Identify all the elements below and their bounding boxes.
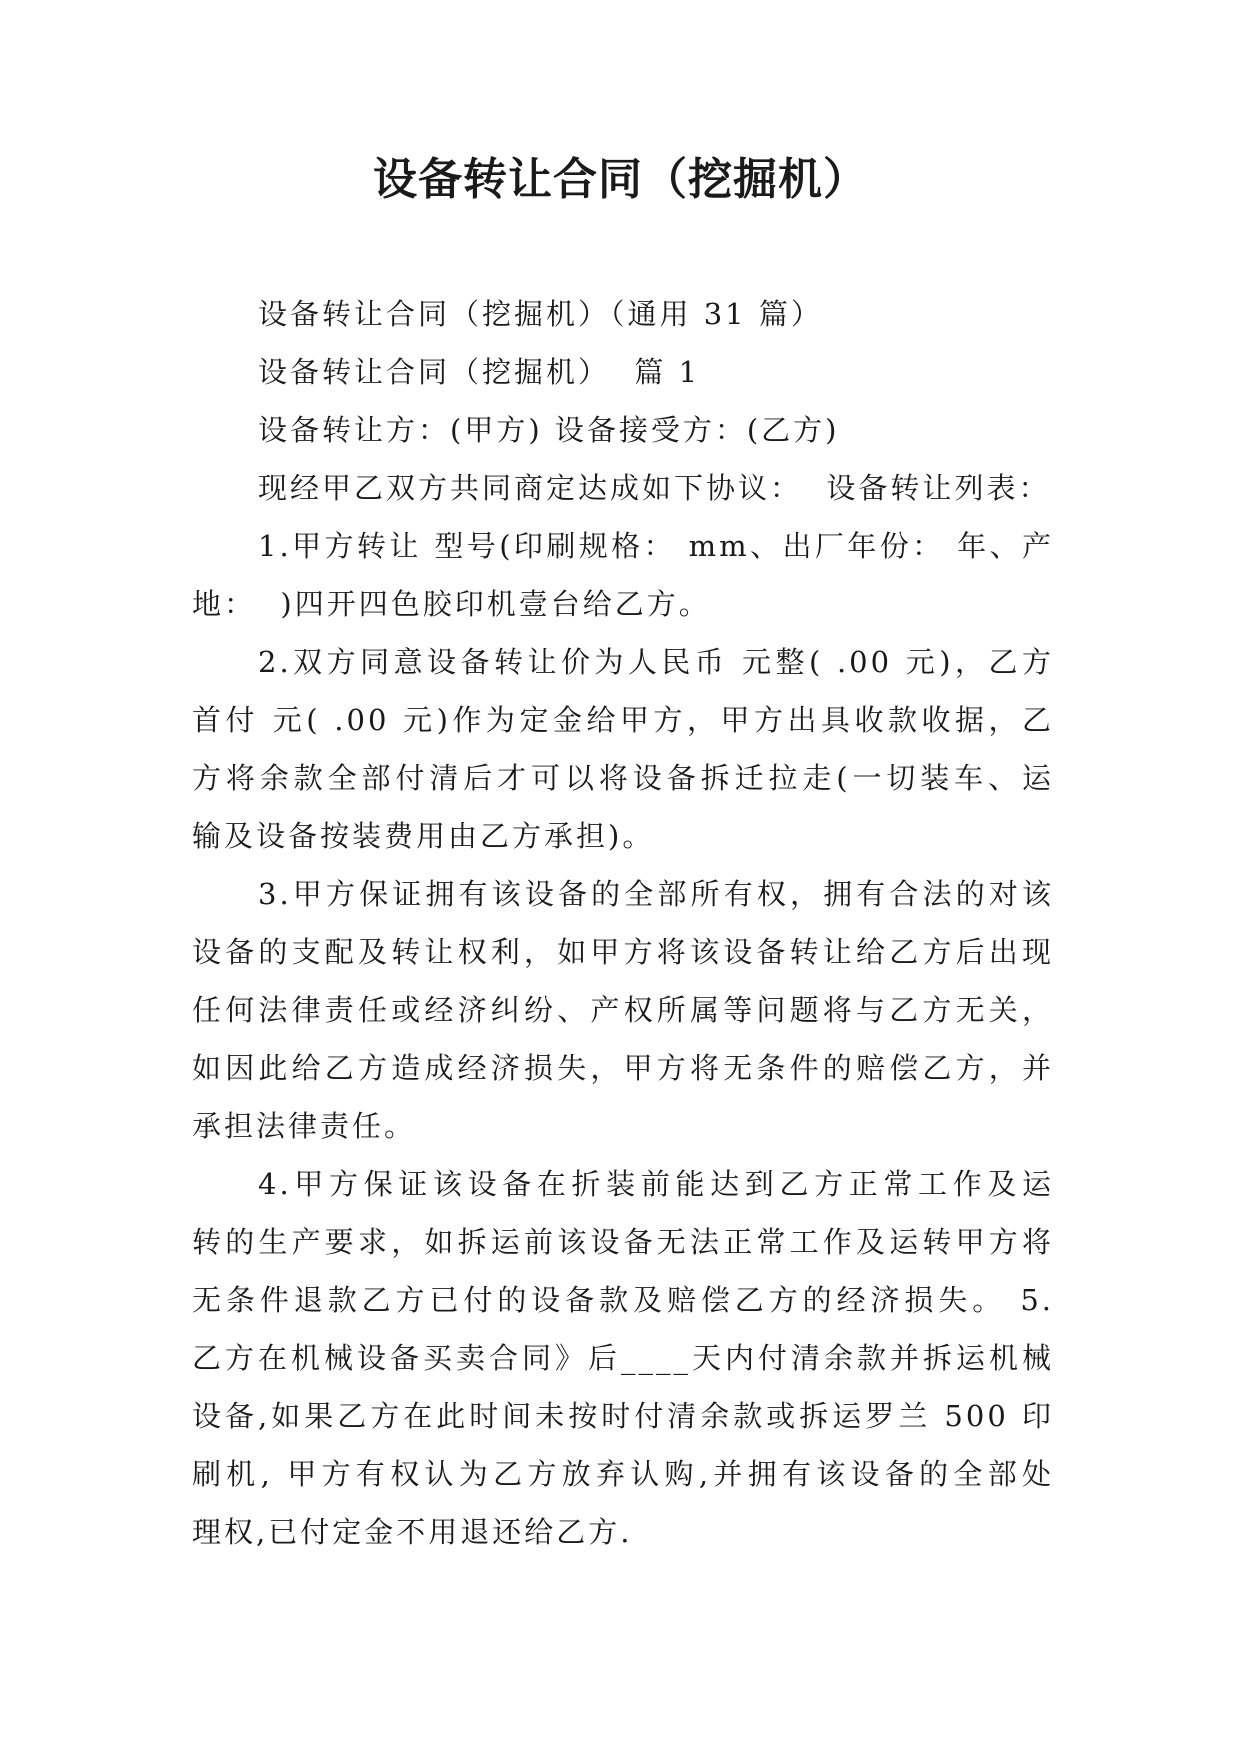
clause-3-line-4: 如因此给乙方造成经济损失，甲方将无条件的赔偿乙方，并 [192, 1051, 1054, 1085]
subtitle-line: 设备转让合同（挖掘机）（通用 31 篇） [258, 297, 823, 331]
clause-5-line-4: 理权,已付定金不用退还给乙方. [192, 1515, 633, 1549]
agreement-intro: 现经甲乙双方共同商定达成如下协议： 设备转让列表： [258, 471, 1051, 505]
parties-line: 设备转让方：(甲方) 设备接受方：(乙方) [258, 413, 840, 447]
clause-2-line-4: 输及设备按装费用由乙方承担)。 [192, 819, 655, 853]
clause-4-line-3: 无条件退款乙方已付的设备款及赔偿乙方的经济损失。 5. [192, 1283, 1054, 1317]
document-body [192, 285, 1054, 1561]
document-title: 设备转让合同（挖掘机） [373, 154, 868, 205]
section-heading: 设备转让合同（挖掘机） 篇 1 [258, 355, 701, 389]
clause-2-line-2: 首付 元( .00 元)作为定金给甲方，甲方出具收款收据，乙 [192, 703, 1054, 737]
clause-5-line-2: 设备,如果乙方在此时间未按时付清余款或拆运罗兰 500 印 [192, 1399, 1054, 1433]
clause-1-line-2: 地： )四开四色胶印机壹台给乙方。 [192, 587, 711, 621]
clause-1-line-1: 1.甲方转让 型号(印刷规格： mm、出厂年份： 年、产 [258, 529, 1054, 563]
clause-3-line-1: 3.甲方保证拥有该设备的全部所有权，拥有合法的对该 [258, 877, 1054, 911]
clause-4-line-1: 4.甲方保证该设备在折装前能达到乙方正常工作及运 [258, 1167, 1054, 1201]
clause-3-line-2: 设备的支配及转让权利，如甲方将该设备转让给乙方后出现 [192, 935, 1054, 969]
clause-2-line-1: 2.双方同意设备转让价为人民币 元整( .00 元)，乙方 [258, 645, 1054, 679]
clause-3-line-3: 任何法律责任或经济纠纷、产权所属等问题将与乙方无关， [192, 993, 1054, 1027]
clause-5-line-3: 刷机, 甲方有权认为乙方放弃认购,并拥有该设备的全部处 [192, 1457, 1054, 1491]
clause-2-line-3: 方将余款全部付清后才可以将设备拆迁拉走(一切装车、运 [192, 761, 1054, 795]
clause-5-line-1: 乙方在机械设备买卖合同》后____天内付清余款并拆运机械 [192, 1341, 1054, 1375]
clause-4-line-2: 转的生产要求，如拆运前该设备无法正常工作及运转甲方将 [192, 1225, 1054, 1259]
clause-3-line-5: 承担法律责任。 [192, 1109, 417, 1143]
